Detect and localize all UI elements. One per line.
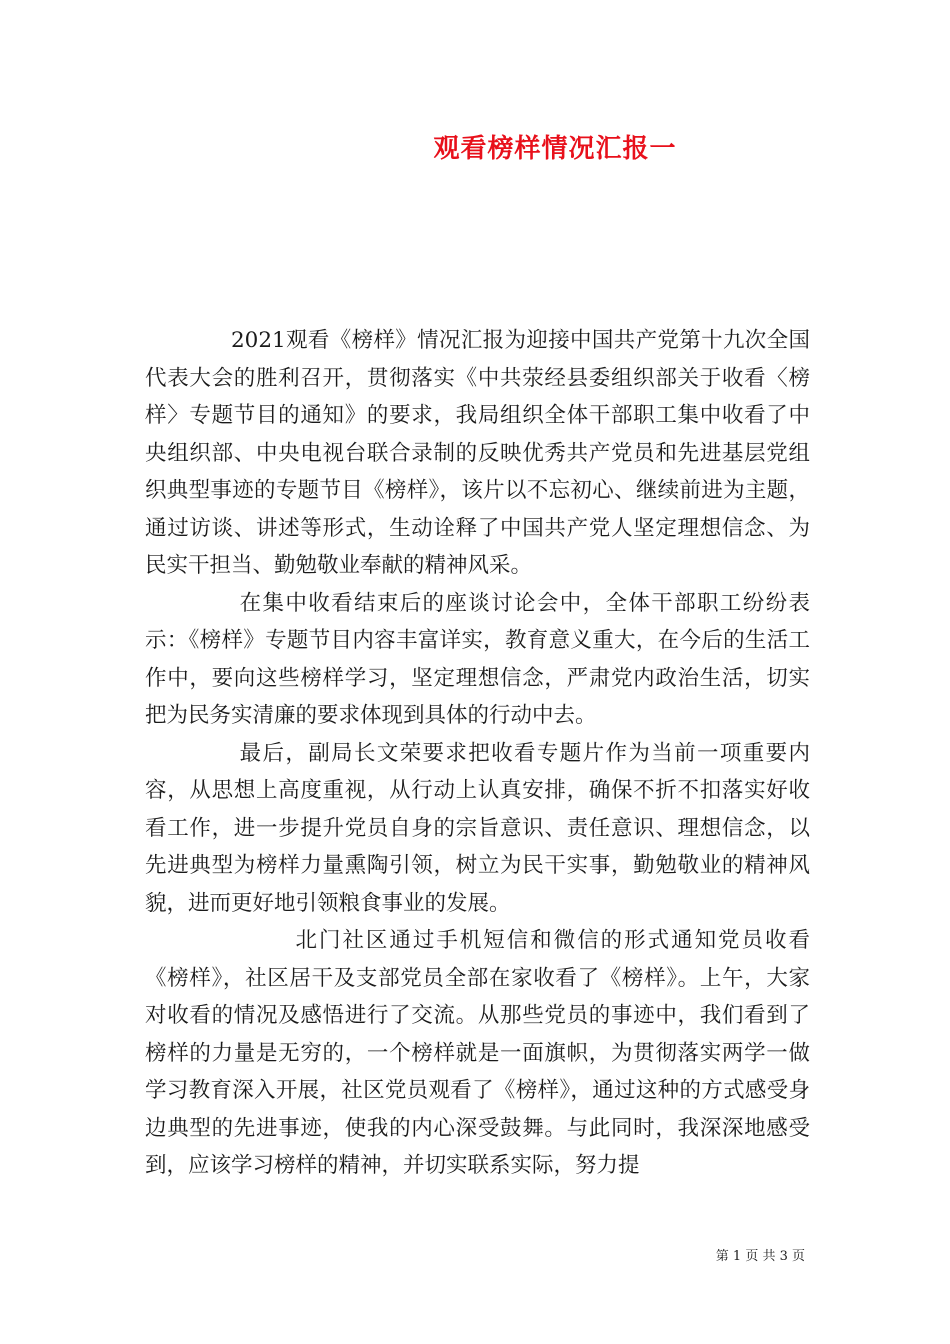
document-title: 观看榜样情况汇报一 bbox=[433, 134, 677, 164]
paragraph-1: 2021观看《榜样》情况汇报为迎接中国共产党第十九次全国代表大会的胜利召开，贯彻落实《中共荥经县委组织部关于收看〈榜样〉专题节目的通知》的要求，我局组织全体干部职工集中收看了中央组织部、中央电视台联合录制的反映优秀共产党员和先进基层党组织典型事迹的专题节目《榜样》，该片以不忘初心、继续前进为主题，通过访谈、讲述等形式，生动诠释了中国共产党人坚定理想信念、为民实干担当、勤勉敬业奉献的精神风采。 bbox=[145, 328, 810, 578]
paragraph-4: 北门社区通过手机短信和微信的形式通知党员收看《榜样》，社区居干及支部党员全部在家收看了《榜样》。上午，大家对收看的情况及感悟进行了交流。从那些党员的事迹中，我们看到了榜样的力量是无穷的，一个榜样就是一面旗帜，为贯彻落实两学一做学习教育深入开展，社区党员观看了《榜样》，通过这种的方式感受身边典型的先进事迹，使我的内心深受鼓舞。与此同时，我深深地感受到，应该学习榜样的精神，并切实联系实际，努力提 bbox=[145, 928, 810, 1178]
page-number-footer: 第 1 页 共 3 页 bbox=[715, 1249, 805, 1264]
paragraph-2: 在集中收看结束后的座谈讨论会中，全体干部职工纷纷表示：《榜样》专题节目内容丰富详实，教育意义重大，在今后的生活工作中，要向这些榜样学习，坚定理想信念，严肃党内政治生活，切实把为民务实清廉的要求体现到具体的行动中去。 bbox=[145, 590, 810, 728]
paragraph-3: 最后，副局长文荣要求把收看专题片作为当前一项重要内容，从思想上高度重视，从行动上认真安排，确保不折不扣落实好收看工作，进一步提升党员自身的宗旨意识、责任意识、理想信念，以先进典型为榜样力量熏陶引领，树立为民干实事，勤勉敬业的精神风貌，进而更好地引领粮食事业的发展。 bbox=[145, 740, 810, 916]
document-body bbox=[145, 322, 810, 1185]
